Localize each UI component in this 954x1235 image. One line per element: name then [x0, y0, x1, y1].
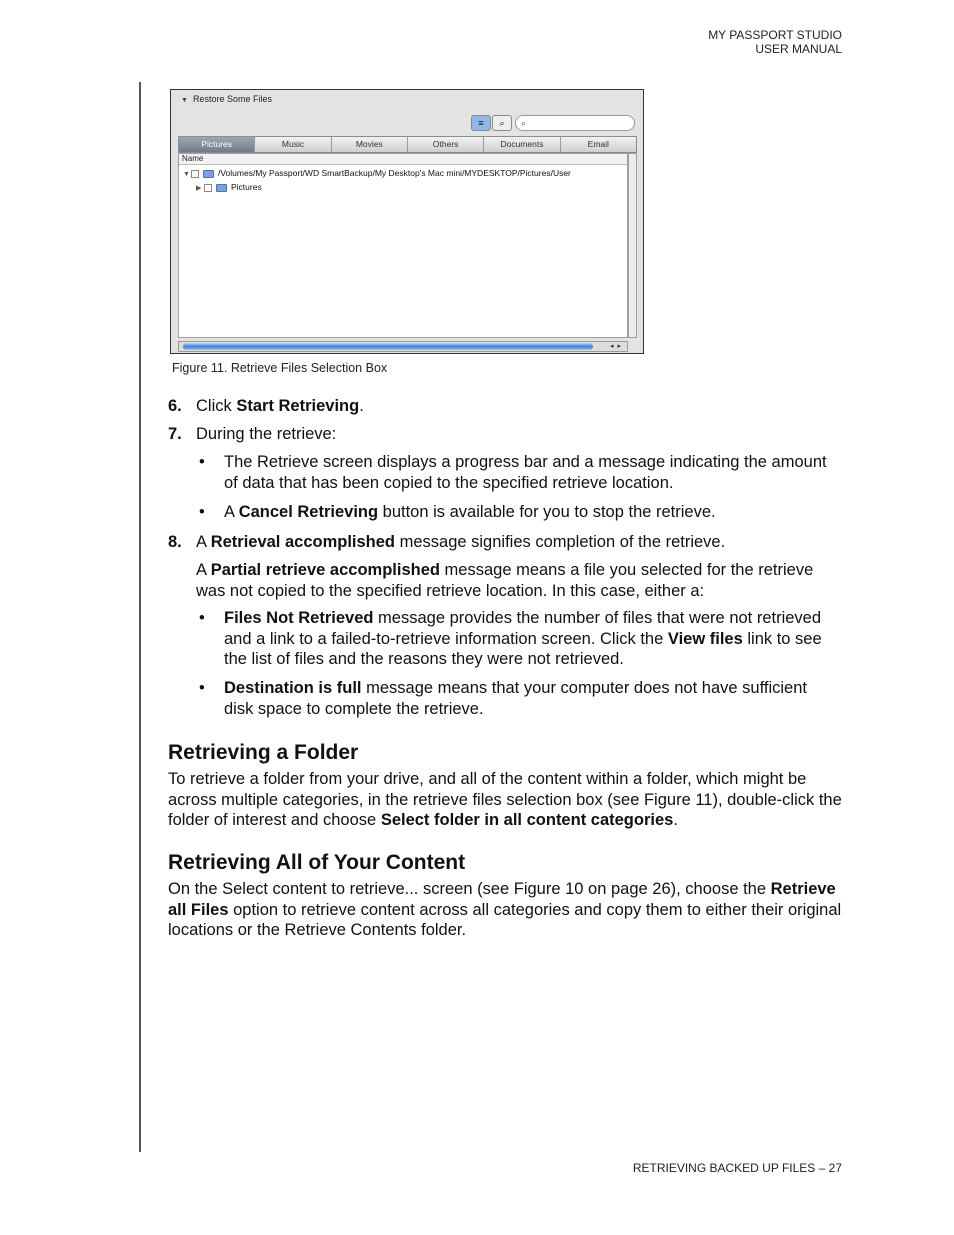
expanded-triangle-icon[interactable]: ▼ [183, 171, 190, 178]
tab-documents[interactable]: Documents [484, 137, 560, 152]
folder-icon [216, 184, 227, 192]
bullet-text: Destination is full message means that your computer does not have sufficient disk space to complete the retrieve. [224, 679, 807, 718]
running-header [708, 28, 842, 56]
section-heading: Retrieving All of Your Content [168, 851, 466, 874]
section-paragraph: On the Select content to retrieve... screen (see Figure 10 on page 26), choose the Retrieve all Files option to retrieve content across all categories and copy them to either their original locations or the Retrieve Contents folder. [168, 880, 842, 939]
tab-music[interactable]: Music [255, 137, 331, 152]
bullet-icon: • [199, 503, 205, 521]
panel-title-label: Restore Some Files [192, 94, 272, 104]
item-path: Pictures [231, 182, 262, 192]
collapsed-triangle-icon[interactable]: ▶ [196, 185, 202, 192]
step-6: Click Start Retrieving. [196, 397, 364, 415]
scroll-thumb[interactable] [183, 343, 593, 350]
margin-rule [139, 82, 141, 1152]
bullet-icon: • [199, 453, 205, 471]
disclosure-triangle-icon[interactable]: ▼ [181, 97, 188, 104]
list-view-button[interactable]: ≡ [471, 115, 491, 131]
section-heading: Retrieving a Folder [168, 741, 359, 764]
bullet-text: The Retrieve screen displays a progress bar and a message indicating the amount of data that has been copied to the specified retrieve location. [224, 453, 827, 492]
magnifier-icon: ⌕ [499, 118, 505, 128]
item-path: /Volumes/My Passport/WD SmartBackup/My Desktop's Mac mini/MYDESKTOP/Pictures/User [218, 168, 571, 178]
vertical-scrollbar[interactable] [628, 153, 637, 338]
header-manual: USER MANUAL [755, 42, 842, 56]
panel-title[interactable] [181, 94, 272, 104]
file-list [178, 153, 628, 338]
step-number: 6. [168, 397, 182, 415]
list-item[interactable] [196, 181, 262, 193]
tab-pictures[interactable]: Pictures [179, 137, 255, 152]
step-8-paragraph: A Partial retrieve accomplished message means a file you selected for the retrieve was not copied to the specified retrieve location. In this case, either a: [196, 561, 814, 600]
header-product: MY PASSPORT STUDIO [708, 28, 842, 42]
step-8: A Retrieval accomplished message signifies completion of the retrieve. [196, 533, 726, 551]
checkbox[interactable] [204, 184, 212, 192]
retrieve-files-screenshot [170, 89, 644, 354]
step-7: During the retrieve: [196, 425, 337, 443]
bullet-icon: • [199, 609, 205, 627]
list-item[interactable] [183, 167, 571, 179]
search-icon: ⌕ [521, 118, 527, 128]
figure-caption: Figure 11. Retrieve Files Selection Box [172, 361, 388, 375]
tab-movies[interactable]: Movies [332, 137, 408, 152]
search-view-button[interactable] [492, 115, 512, 131]
folder-icon [203, 170, 214, 178]
bullet-icon: • [199, 679, 205, 697]
checkbox[interactable] [191, 170, 199, 178]
bullet-text: A Cancel Retrieving button is available for you to stop the retrieve. [224, 503, 716, 521]
tab-email[interactable]: Email [587, 139, 609, 149]
column-header-name[interactable]: Name [179, 154, 627, 165]
step-number: 8. [168, 533, 182, 551]
step-number: 7. [168, 425, 182, 443]
section-paragraph: To retrieve a folder from your drive, and all of the content within a folder, which might be across multiple categories, in the retrieve files selection box (see Figure 11), double-click the folder of interest and choose Select folder in all content categories. [168, 770, 842, 829]
scroll-arrows-icon[interactable]: ◂▸ [609, 343, 625, 350]
horizontal-scrollbar[interactable] [178, 341, 628, 352]
bullet-text: Files Not Retrieved message provides the number of files that were not retrieved and a link to a failed-to-retrieve information screen. Click the View files link to see the list of files and the reasons they were not retrieved. [224, 609, 822, 668]
tab-others[interactable]: Others [408, 137, 484, 152]
category-tabs [178, 136, 637, 153]
search-input[interactable] [515, 115, 635, 131]
running-footer: RETRIEVING BACKED UP FILES – 27 [632, 1161, 842, 1175]
